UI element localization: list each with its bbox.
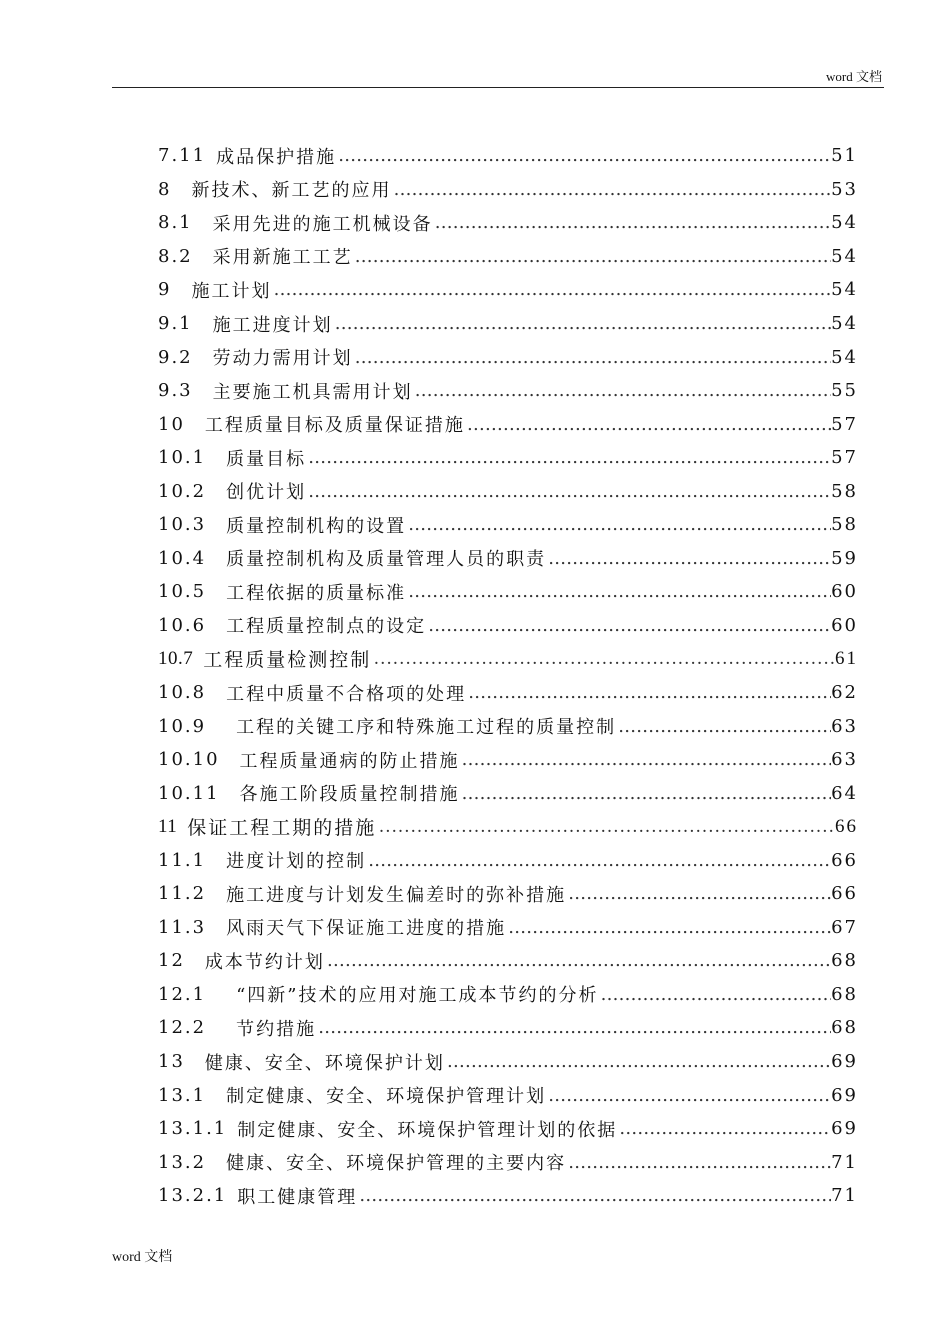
toc-entry-page: 58 bbox=[831, 480, 858, 502]
toc-entry-title: 健康、安全、环境保护管理的主要内容 bbox=[226, 1153, 567, 1175]
toc-entry-number: 10.2 bbox=[158, 480, 207, 502]
toc-entry[interactable] bbox=[158, 1179, 858, 1213]
toc-entry-number: 10.6 bbox=[158, 614, 207, 636]
toc-entry-title: 施工计划 bbox=[191, 280, 272, 302]
toc-entry-page: 61 bbox=[835, 647, 858, 669]
toc-dot-leader bbox=[327, 950, 831, 971]
toc-dot-leader bbox=[619, 1118, 831, 1139]
toc-entry-title: 质量控制机构及质量管理人员的职责 bbox=[226, 549, 547, 571]
toc-entry-page: 66 bbox=[831, 849, 858, 871]
toc-entry-number: 10.4 bbox=[158, 547, 207, 569]
toc-entry-title: 制定健康、安全、环境保护管理计划的依据 bbox=[237, 1119, 618, 1141]
toc-entry-page: 57 bbox=[831, 413, 858, 435]
toc-entry-page: 69 bbox=[831, 1084, 858, 1106]
toc-entry-title: 各施工阶段质量控制措施 bbox=[239, 784, 460, 806]
toc-entry-page: 60 bbox=[831, 581, 858, 603]
toc-entry[interactable] bbox=[158, 441, 858, 475]
toc-entry[interactable] bbox=[158, 206, 858, 240]
toc-entry-number: 10.3 bbox=[158, 514, 207, 536]
toc-entry-title: 工程质量目标及质量保证措施 bbox=[204, 415, 465, 437]
toc-entry-number: 10.9 bbox=[158, 715, 207, 737]
toc-entry-number: 11 bbox=[158, 815, 178, 837]
toc-entry[interactable] bbox=[158, 978, 858, 1012]
toc-dot-leader bbox=[338, 145, 831, 166]
toc-entry-page: 68 bbox=[831, 950, 858, 972]
toc-dot-leader bbox=[600, 984, 831, 1005]
toc-entry[interactable] bbox=[158, 877, 858, 911]
toc-entry-title: 工程质量通病的防止措施 bbox=[239, 750, 460, 772]
toc-entry-title: 制定健康、安全、环境保护管理计划 bbox=[226, 1086, 547, 1108]
toc-entry-page: 67 bbox=[831, 916, 858, 938]
toc-entry-title: 成品保护措施 bbox=[216, 146, 337, 168]
toc-entry-number: 9 bbox=[158, 279, 172, 301]
toc-entry-title: 工程依据的质量标准 bbox=[226, 582, 407, 604]
toc-entry[interactable] bbox=[158, 609, 858, 643]
toc-dot-leader bbox=[318, 1017, 831, 1038]
toc-dot-leader bbox=[462, 749, 832, 770]
toc-entry[interactable] bbox=[158, 944, 858, 978]
toc-entry[interactable] bbox=[158, 1145, 858, 1179]
toc-entry-number: 7.11 bbox=[158, 145, 207, 167]
toc-entry-title: 质量控制机构的设置 bbox=[226, 515, 407, 537]
toc-entry-page: 59 bbox=[831, 547, 858, 569]
toc-entry[interactable] bbox=[158, 776, 858, 810]
toc-entry[interactable] bbox=[158, 307, 858, 341]
toc-dot-leader bbox=[335, 313, 831, 334]
toc-entry-number: 10.10 bbox=[158, 749, 220, 771]
toc-entry-title: 施工进度与计划发生偏差时的弥补措施 bbox=[226, 884, 567, 906]
toc-entry[interactable] bbox=[158, 240, 858, 274]
toc-entry-title: 成本节约计划 bbox=[204, 951, 325, 973]
toc-entry-title: 职工健康管理 bbox=[237, 1186, 358, 1208]
toc-entry-number: 12.1 bbox=[158, 983, 207, 1005]
toc-entry-page: 63 bbox=[831, 749, 858, 771]
toc-dot-leader bbox=[568, 1152, 831, 1173]
toc-entry-title: 工程质量控制点的设定 bbox=[226, 616, 427, 638]
toc-entry-page: 54 bbox=[831, 346, 858, 368]
toc-entry-title: 工程中质量不合格项的处理 bbox=[226, 683, 467, 705]
toc-entry-number: 8.1 bbox=[158, 212, 193, 234]
toc-entry-title: 健康、安全、环境保护计划 bbox=[204, 1052, 445, 1074]
toc-entry[interactable] bbox=[158, 1045, 858, 1079]
header-rule bbox=[112, 87, 884, 88]
toc-entry-page: 60 bbox=[831, 614, 858, 636]
toc-entry-number: 13.2 bbox=[158, 1151, 207, 1173]
toc-entry-page: 69 bbox=[831, 1118, 858, 1140]
toc-dot-leader bbox=[308, 481, 831, 502]
toc-entry[interactable] bbox=[158, 642, 858, 676]
toc-entry-page: 64 bbox=[831, 782, 858, 804]
toc-entry-number: 13.1.1 bbox=[158, 1118, 228, 1140]
toc-entry[interactable] bbox=[158, 1112, 858, 1146]
toc-entry-page: 57 bbox=[831, 447, 858, 469]
toc-dot-leader bbox=[508, 917, 831, 938]
toc-dot-leader bbox=[368, 850, 831, 871]
toc-entry[interactable] bbox=[158, 843, 858, 877]
toc-entry[interactable] bbox=[158, 273, 858, 307]
toc-entry-title: 保证工程工期的措施 bbox=[187, 817, 377, 840]
toc-entry-title: 风雨天气下保证施工进度的措施 bbox=[226, 918, 507, 940]
toc-entry[interactable] bbox=[158, 508, 858, 542]
page-footer: word 文档 bbox=[112, 1250, 173, 1265]
toc-entry-page: 66 bbox=[835, 815, 858, 837]
toc-entry-page: 54 bbox=[831, 279, 858, 301]
toc-entry-title: 主要施工机具需用计划 bbox=[212, 381, 413, 403]
toc-entry-number: 10.1 bbox=[158, 447, 207, 469]
toc-entry-title: 工程质量检测控制 bbox=[203, 649, 372, 672]
toc-entry-number: 11.2 bbox=[158, 883, 207, 905]
toc-entry-page: 71 bbox=[831, 1185, 858, 1207]
toc-entry-page: 62 bbox=[831, 682, 858, 704]
toc-dot-leader bbox=[447, 1051, 831, 1072]
toc-entry-number: 11.1 bbox=[158, 849, 207, 871]
toc-entry-number: 9.2 bbox=[158, 346, 193, 368]
toc-entry-number: 10.8 bbox=[158, 682, 207, 704]
toc-entry-number: 13 bbox=[158, 1051, 185, 1073]
toc-entry-number: 10.11 bbox=[158, 782, 220, 804]
toc-entry-title: 进度计划的控制 bbox=[226, 851, 367, 873]
toc-entry-number: 9.3 bbox=[158, 380, 193, 402]
toc-entry-page: 69 bbox=[831, 1051, 858, 1073]
toc-entry[interactable] bbox=[158, 340, 858, 374]
toc-dot-leader bbox=[308, 447, 831, 468]
toc-dot-leader bbox=[408, 581, 831, 602]
toc-entry-number: 12 bbox=[158, 950, 185, 972]
toc-dot-leader bbox=[373, 648, 835, 670]
toc-entry-number: 13.2.1 bbox=[158, 1185, 228, 1207]
toc-dot-leader bbox=[408, 514, 831, 535]
toc-entry-title: 工程的关键工序和特殊施工过程的质量控制 bbox=[236, 717, 617, 739]
toc-entry-page: 54 bbox=[831, 212, 858, 234]
toc-entry[interactable] bbox=[158, 139, 858, 173]
toc-entry-title: “四新”技术的应用对施工成本节约的分析 bbox=[236, 985, 599, 1007]
toc-entry[interactable] bbox=[158, 542, 858, 576]
toc-entry[interactable] bbox=[158, 676, 858, 710]
toc-dot-leader bbox=[568, 883, 831, 904]
toc-dot-leader bbox=[415, 380, 831, 401]
toc-entry-number: 13.1 bbox=[158, 1084, 207, 1106]
toc-dot-leader bbox=[273, 279, 831, 300]
toc-entry-title: 劳动力需用计划 bbox=[212, 348, 353, 370]
toc-dot-leader bbox=[462, 783, 832, 804]
toc-entry-title: 创优计划 bbox=[226, 482, 307, 504]
toc-entry[interactable] bbox=[158, 575, 858, 609]
toc-dot-leader bbox=[359, 1185, 831, 1206]
toc-entry[interactable] bbox=[158, 810, 858, 844]
toc-entry-number: 10.7 bbox=[158, 647, 194, 669]
toc-entry-number: 10.5 bbox=[158, 581, 207, 603]
toc-entry-title: 质量目标 bbox=[226, 448, 307, 470]
toc-entry[interactable] bbox=[158, 709, 858, 743]
toc-entry-page: 55 bbox=[831, 380, 858, 402]
toc-entry-page: 63 bbox=[831, 715, 858, 737]
toc-dot-leader bbox=[355, 246, 831, 267]
toc-entry-title: 施工进度计划 bbox=[212, 314, 333, 336]
toc-entry[interactable] bbox=[158, 1078, 858, 1112]
toc-entry[interactable] bbox=[158, 173, 858, 207]
toc-entry-page: 51 bbox=[831, 145, 858, 167]
toc-entry[interactable] bbox=[158, 407, 858, 441]
toc-dot-leader bbox=[467, 414, 831, 435]
toc-entry-page: 68 bbox=[831, 1017, 858, 1039]
toc-entry-title: 采用先进的施工机械设备 bbox=[212, 213, 433, 235]
toc-entry-page: 66 bbox=[831, 883, 858, 905]
toc-entry[interactable] bbox=[158, 911, 858, 945]
toc-entry[interactable] bbox=[158, 743, 858, 777]
toc-dot-leader bbox=[378, 816, 835, 838]
toc-entry-title: 采用新施工工艺 bbox=[212, 247, 353, 269]
page-header: word 文档 bbox=[826, 69, 882, 84]
toc-entry-page: 58 bbox=[831, 514, 858, 536]
toc-dot-leader bbox=[468, 682, 831, 703]
toc-entry-number: 12.2 bbox=[158, 1017, 207, 1039]
table-of-contents bbox=[158, 139, 858, 1213]
toc-dot-leader bbox=[435, 212, 831, 233]
toc-entry-page: 54 bbox=[831, 313, 858, 334]
toc-entry[interactable] bbox=[158, 1011, 858, 1045]
toc-entry[interactable] bbox=[158, 374, 858, 408]
toc-entry-page: 54 bbox=[831, 245, 858, 267]
toc-dot-leader bbox=[393, 179, 831, 200]
toc-dot-leader bbox=[428, 615, 831, 636]
toc-entry-title: 节约措施 bbox=[236, 1018, 317, 1040]
toc-dot-leader bbox=[355, 347, 831, 368]
toc-entry-title: 新技术、新工艺的应用 bbox=[191, 180, 392, 202]
toc-entry-number: 8 bbox=[158, 178, 172, 200]
toc-entry-number: 8.2 bbox=[158, 245, 193, 267]
toc-entry[interactable] bbox=[158, 474, 858, 508]
toc-entry-page: 68 bbox=[831, 983, 858, 1005]
toc-dot-leader bbox=[618, 716, 831, 737]
toc-entry-page: 71 bbox=[831, 1151, 858, 1173]
toc-entry-page: 53 bbox=[831, 178, 858, 200]
toc-dot-leader bbox=[548, 548, 831, 569]
toc-entry-number: 9.1 bbox=[158, 313, 193, 334]
toc-dot-leader bbox=[548, 1085, 831, 1106]
toc-entry-number: 11.3 bbox=[158, 916, 207, 938]
toc-entry-number: 10 bbox=[158, 413, 185, 435]
